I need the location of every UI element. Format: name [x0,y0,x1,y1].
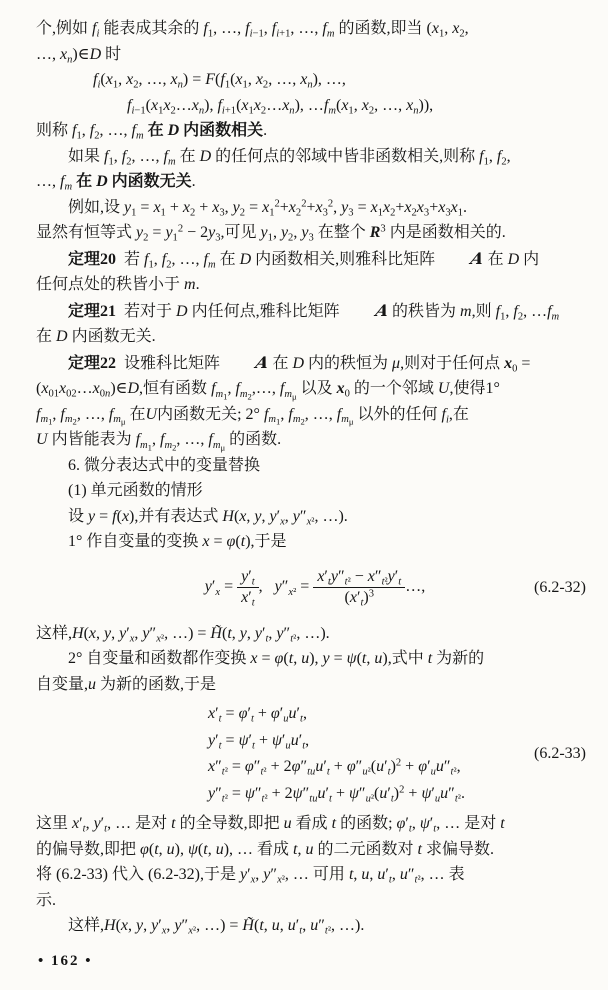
theorem-20-line: 定理20 若 $f_1$, $f_2$, …, $f_m$ 在 D 内函数相关,则雅科比矩阵 A 在 D 内 [68,248,540,271]
text-line: 示. [36,891,57,909]
text-line: 将 (6.2-33) 代入 (6.2-32),于是 $y'_x$, $y''_{x^2}$, … 可用 t, u, $u'_t$, $u''_{t^2}$, … 表 [36,866,465,886]
equation-label: (6.2-33) [534,745,586,762]
theorem-21-line: 在 D 内函数无关. [36,328,156,345]
text-line: …, $x_n)\in D$ 时 [36,45,122,66]
text-line: 例如,设 $y_1 = x_1 + x_2 + x_3$, $y_2 = x_1^2+x_2^2+x_3^2$, $y_3 = x_1x_2+x_2x_3+x_3x_1$. [68,198,467,219]
theorem-22-line: U 内皆能表为 $f_{m_1}$, $f_{m_2}$, …, $f_{m_\mu}$ 的函数. [36,431,282,453]
equation-line: $y''_{t^2} = \psi''_{t^2} + 2\psi''_{tu}u'_t + \psi''_{u^2}(u'_t)^2 + \psi'_uu''_{t^2}$. [208,784,465,805]
equation-6-2-33 [36,701,594,807]
equation-line: $x''_{t^2} = \varphi''_{t^2} + 2\varphi''_{tu}u'_t + \varphi''_{u^2}(u'_t)^2 + \varphi'_uu''_{t^2}$, [208,757,461,778]
text-line: 的偏导数,即把 φ(t, u), ψ(t, u), … 看成 t, u 的二元函数对 t 求偏导数. [36,840,494,858]
inline-equation-line: $f_{i-1}(x_1x_2\dots x_n)$, $f_{i+1}(x_1x_2\dots x_n)$, $\dots f_m(x_1$, $x_2$, …, $x_n$)), [127,96,434,117]
text-line: 则称 $f_1$, $f_2$, …, $f_m$ 在 D 内函数相关. [36,122,268,142]
inline-equation-line: $f_i(x_1$, $x_2$, …, $x_n) = F(f_1(x_1$, $x_2$, …, $x_n$), …, [93,71,346,91]
theorem-22-line: $f_{m_1}$, $f_{m_2}$, …, $f_{m_\mu}$ 在U内函数无关; 2° $f_{m_1}$, $f_{m_2}$, …, $f_{m_\mu}$ 以外的任何 $f_i$,在 [36,405,469,427]
text-line: …, $f_m$ 在 D 内函数无关. [36,173,196,193]
equation-body [208,701,465,807]
equation-label: (6.2-32) [534,578,586,596]
theorem-22-line: $(x_{01}x_{02}\dots x_{0n})\in D$,恒有函数 $f_{m_1}$, $f_{m_2},\dots$, $f_{m_\mu}$ 以及 $x_0$ 的一个邻域 U,使得1° [36,380,500,402]
page-number: • 162 • [38,953,93,969]
theorem-20-line: 任何点处的秩皆小于 m. [36,276,200,293]
equation-line: $x'_t = \varphi'_t + \varphi'_uu'_t$, [208,705,307,725]
equation-body: $y'_x$ = $\frac{y'_t}{x'_t}$ , $y''_{x^2}$ = $\frac{x'_ty''_{t^2} - x''_{t^2}y'_t}{(x'_t)^3}$ …, [204,568,426,609]
text-line: 这样,H(x, y, $y'_x$, $y''_{x^2}$, …) = H̃(t, u, $u'_t$, $u''_{t^2}$, …). [68,917,365,937]
text-line: 2° 自变量和函数都作变换 x = φ(t, u), y = ψ(t, u),式中 t 为新的 [68,650,485,667]
equation-line: $y'_t = \psi'_t + \psi'_uu'_t$, [208,731,310,752]
section-heading: 6. 微分表达式中的变量替换 [68,456,261,474]
theorem-21-line: 定理21 若对于 D 内任何点,雅科比矩阵 A 的秩皆为 m,则 $f_1$, $f_2$, $\dots f_m$ [68,300,560,323]
theorem-22-line: 定理22 设雅科比矩阵 A 在 D 内的秩恒为 μ,则对于任何点 $x_0$ = [68,352,531,375]
text-line: 这里 $x'_t$, $y'_t$, … 是对 t 的全导数,即把 u 看成 t 的函数; $\varphi'_t$, $\psi'_t$, … 是对 t [36,815,505,835]
text-line: 1° 作自变量的变换 x = φ(t),于是 [68,533,287,550]
text-line: 设 y = f(x),并有表达式 H(x, y, $y'_x$, $y''_{x^2}$, …). [68,507,348,528]
text-line: 显然有恒等式 $y_2 = y_1^2 - 2y_3$,可见 $y_1$, $y_2$, $y_3$ 在整个 $R^3$ 内是函数相关的. [36,223,506,244]
text-line: 自变量,u 为新的函数,于是 [36,675,217,693]
equation-6-2-32 [36,557,594,619]
subsection-heading: (1) 单元函数的情形 [68,482,203,499]
text-line: 这样,H(x, y, $y'_x$, $y''_{x^2}$, …) = H̃(t, y, $y'_t$, $y''_{t^2}$, …). [36,624,330,645]
text-line: 如果 $f_1$, $f_2$, …, $f_m$ 在 D 的任何点的邻域中皆非函数相关,则称 $f_1$, $f_2$, [68,147,511,168]
text-line: 个,例如 $f_i$ 能表成其余的 $f_1$, …, $f_{i-1}$, $f_{i+1}$, …, $f_m$ 的函数,即当 ($x_1$, $x_2$, [36,20,469,40]
